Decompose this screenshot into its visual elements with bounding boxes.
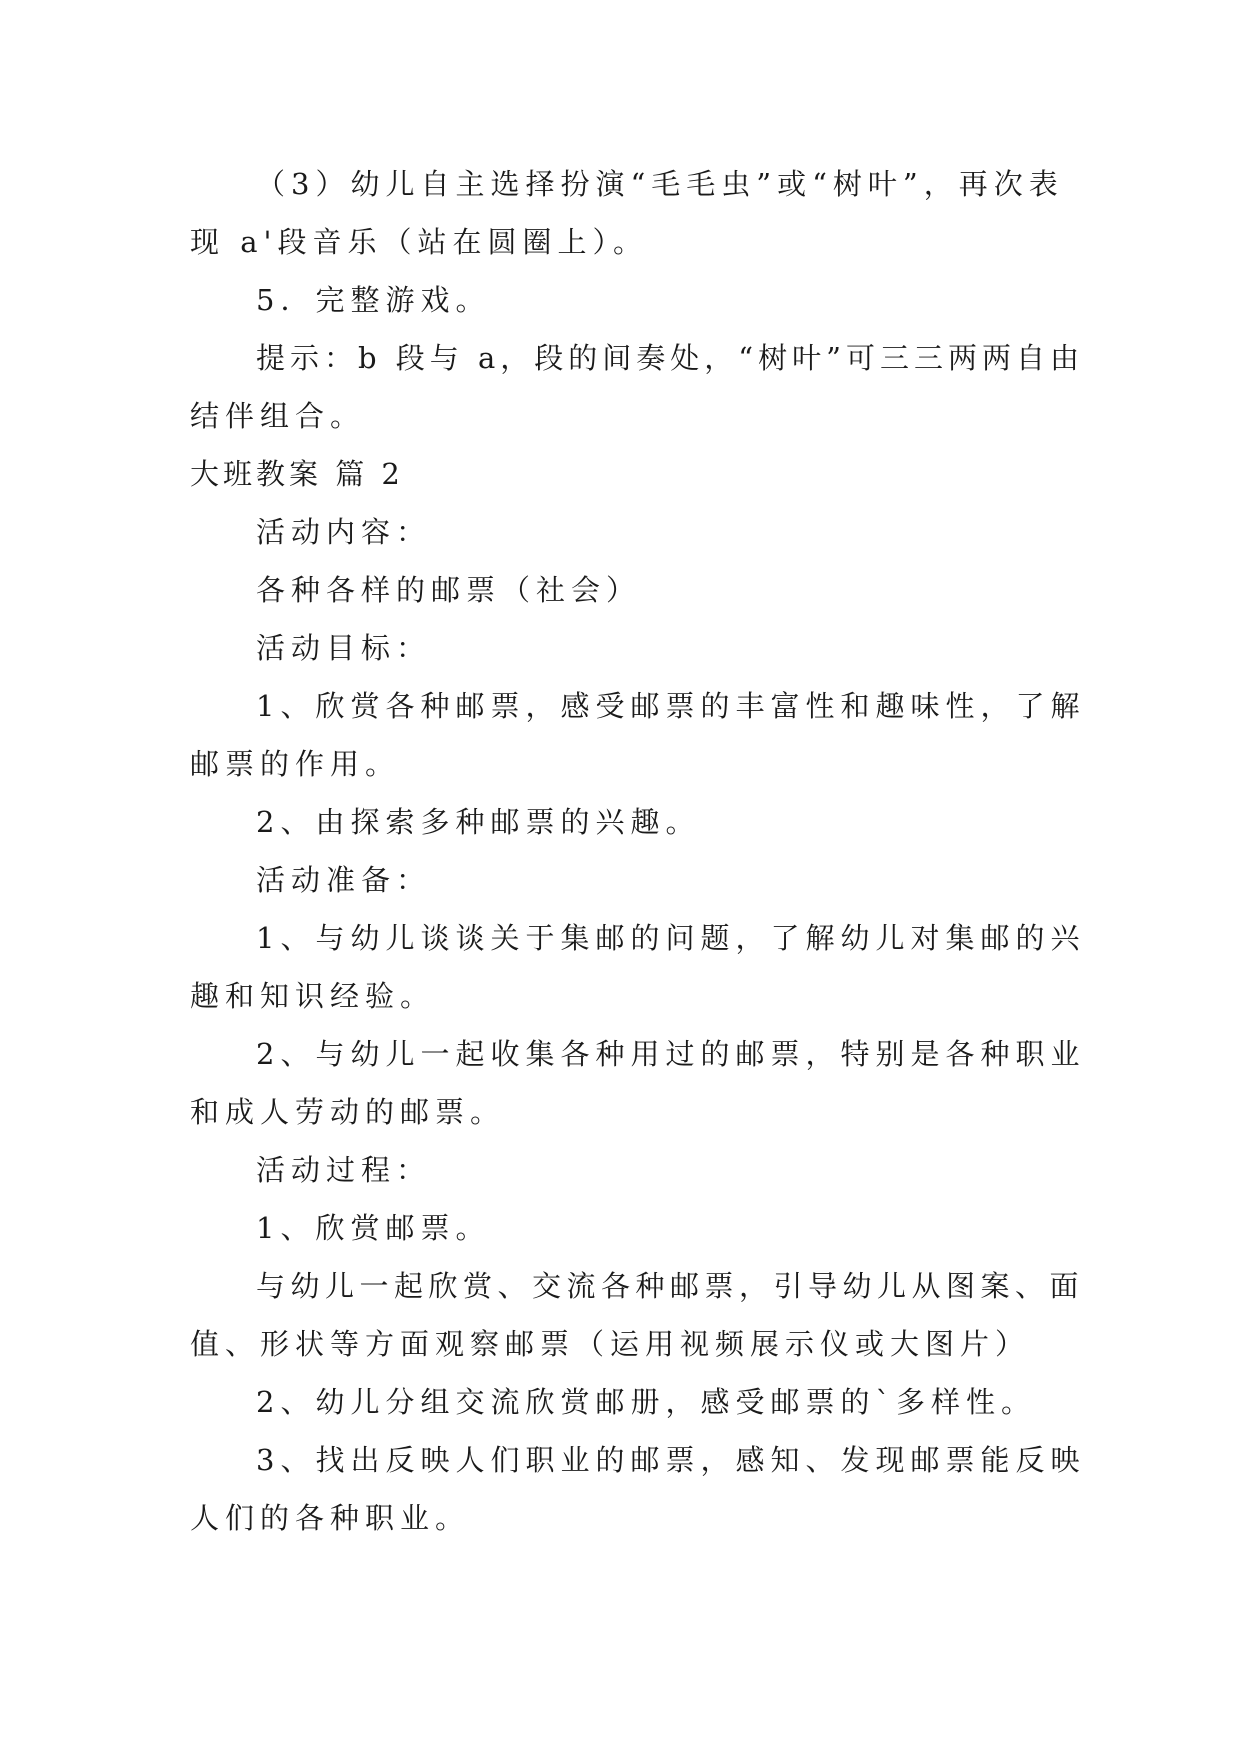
paragraph-line: 5．完整游戏。	[256, 283, 491, 317]
paragraph-line: 2、由探索多种邮票的兴趣。	[256, 805, 701, 839]
paragraph-line: 邮票的作用。	[190, 747, 401, 781]
paragraph-line: 与幼儿一起欣赏、交流各种邮票，引导幼儿从图案、面	[256, 1269, 1085, 1303]
paragraph-line: 1、欣赏邮票。	[256, 1211, 491, 1245]
paragraph-line: 活动目标：	[256, 631, 432, 665]
paragraph-line: 3、找出反映人们职业的邮票，感知、发现邮票能反映	[256, 1443, 1086, 1477]
paragraph-line: 活动准备：	[256, 863, 432, 897]
paragraph-line: 现 a'段音乐（站在圆圈上）。	[190, 225, 648, 259]
paragraph-line: 1、与幼儿谈谈关于集邮的问题，了解幼儿对集邮的兴	[256, 921, 1086, 955]
paragraph-line: 2、与幼儿一起收集各种用过的邮票，特别是各种职业	[256, 1037, 1086, 1071]
paragraph-line: 各种各样的邮票（社会）	[256, 573, 642, 607]
paragraph-line: 1、欣赏各种邮票，感受邮票的丰富性和趣味性，了解	[256, 689, 1086, 723]
paragraph-line: 结伴组合。	[190, 399, 366, 433]
paragraph-line: 活动内容：	[256, 515, 432, 549]
paragraph-line: 和成人劳动的邮票。	[190, 1095, 506, 1129]
paragraph-line: 趣和知识经验。	[190, 979, 436, 1013]
section-heading: 大班教案 篇 2	[190, 457, 404, 491]
paragraph-line: 提示：b 段与 a，段的间奏处，“树叶”可三三两两自由	[256, 341, 1084, 375]
paragraph-line: 2、幼儿分组交流欣赏邮册，感受邮票的`多样性。	[256, 1385, 1036, 1419]
paragraph-line: （3）幼儿自主选择扮演“毛毛虫”或“树叶”，再次表	[256, 167, 1064, 201]
paragraph-line: 活动过程：	[256, 1153, 432, 1187]
paragraph-line: 值、形状等方面观察邮票（运用视频展示仪或大图片）	[190, 1327, 1031, 1361]
paragraph-line: 人们的各种职业。	[190, 1501, 471, 1535]
